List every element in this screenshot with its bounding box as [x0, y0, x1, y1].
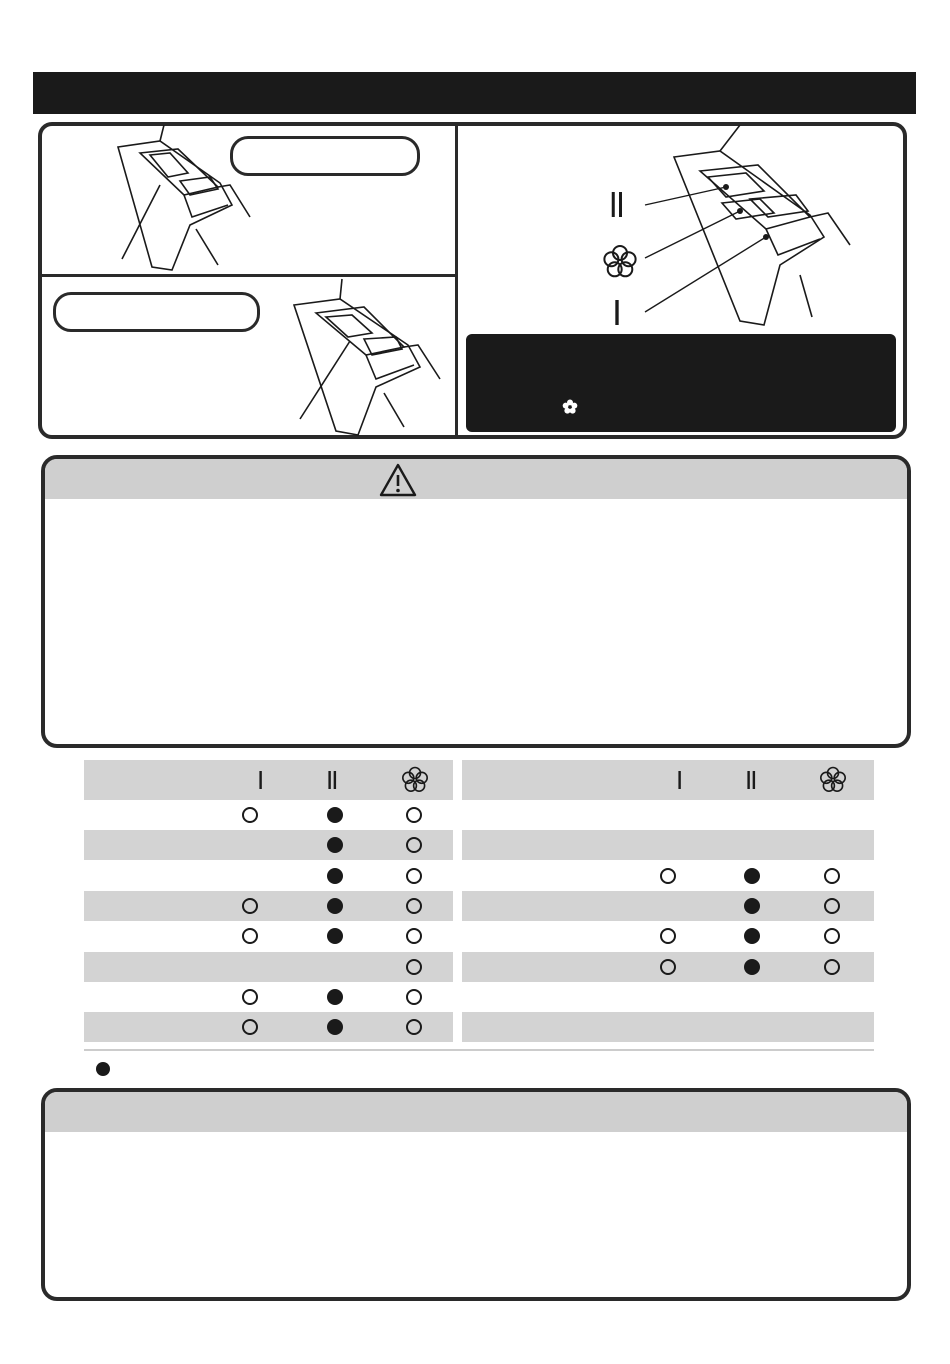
warning-header: [45, 459, 907, 499]
open-circle-icon: [824, 868, 840, 884]
open-circle-icon: [406, 989, 422, 1005]
open-circle-icon: [824, 928, 840, 944]
flower-icon: [601, 243, 639, 281]
warning-box: [41, 455, 911, 748]
filled-dot-icon: [744, 928, 760, 944]
filled-dot-icon: [327, 989, 343, 1005]
open-circle-icon: [660, 959, 676, 975]
filled-dot-icon: [744, 868, 760, 884]
compartment-i-label: I: [612, 292, 623, 333]
open-circle-icon: [406, 868, 422, 884]
open-circle-icon: [406, 807, 422, 823]
open-circle-icon: [242, 928, 258, 944]
legend-filled-dot-icon: [96, 1062, 110, 1076]
label-pill-1: [230, 136, 420, 176]
col-header-ii-right: II: [745, 765, 756, 795]
filled-dot-icon: [744, 959, 760, 975]
table-row: [84, 800, 453, 830]
filled-dot-icon: [327, 807, 343, 823]
col-header-softener-left-icon: [400, 765, 430, 795]
col-header-ii-left: II: [326, 765, 337, 795]
table-row: [84, 952, 453, 982]
table-row: [84, 830, 453, 860]
filled-dot-icon: [327, 928, 343, 944]
open-circle-icon: [406, 928, 422, 944]
open-circle-icon: [406, 837, 422, 853]
table-bottom-rule: [84, 1049, 874, 1051]
table-header-right: [462, 760, 874, 800]
open-circle-icon: [824, 898, 840, 914]
detergent-table: [84, 760, 874, 1042]
filled-dot-icon: [327, 898, 343, 914]
open-circle-icon: [406, 1019, 422, 1035]
open-circle-icon: [406, 959, 422, 975]
open-circle-icon: [242, 989, 258, 1005]
note-header: [45, 1092, 907, 1132]
compartment-ii-label: II: [608, 184, 624, 225]
label-pill-2: [53, 292, 260, 332]
table-row: [84, 982, 453, 1012]
frame-divider-vertical: [455, 125, 458, 438]
table-row: [462, 800, 874, 830]
warning-triangle-icon: [379, 463, 417, 497]
open-circle-icon: [242, 898, 258, 914]
open-circle-icon: [242, 807, 258, 823]
filled-dot-icon: [744, 898, 760, 914]
table-row: [84, 1012, 453, 1042]
softener-small-icon: [561, 398, 579, 416]
open-circle-icon: [242, 1019, 258, 1035]
filled-dot-icon: [327, 1019, 343, 1035]
table-row: [84, 921, 453, 951]
filled-dot-icon: [327, 837, 343, 853]
table-row: [462, 1012, 874, 1042]
open-circle-icon: [660, 868, 676, 884]
table-row: [462, 891, 874, 921]
drawer-illustration-2: [280, 275, 450, 440]
table-row: [84, 861, 453, 891]
table-row: [462, 830, 874, 860]
col-header-i-left: I: [257, 765, 265, 795]
open-circle-icon: [824, 959, 840, 975]
section-title-bar: [33, 72, 916, 114]
open-circle-icon: [406, 898, 422, 914]
table-row: [462, 982, 874, 1012]
table-header-left: [84, 760, 453, 800]
filled-dot-icon: [327, 868, 343, 884]
open-circle-icon: [660, 928, 676, 944]
col-header-softener-right-icon: [818, 765, 848, 795]
note-box: [41, 1088, 911, 1301]
dark-note-box: [466, 334, 896, 432]
col-header-i-right: I: [676, 765, 684, 795]
table-row: [84, 891, 453, 921]
